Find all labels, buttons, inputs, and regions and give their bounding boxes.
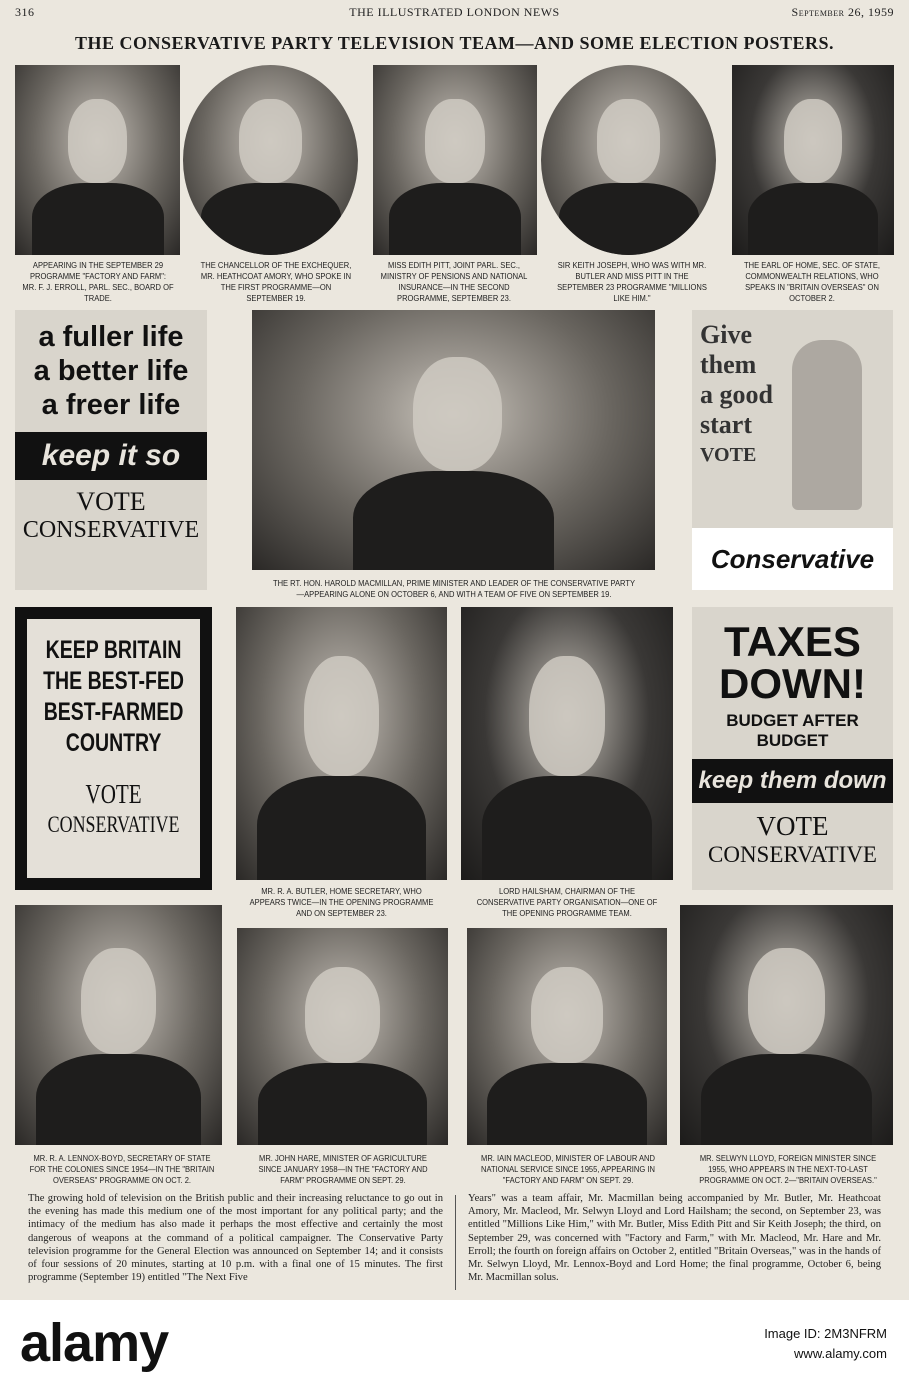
poster-sub: BUDGET AFTER BUDGET	[726, 711, 859, 750]
poster-vote: VOTE	[85, 779, 142, 809]
poster-band: keep them down	[692, 759, 893, 803]
caption-selwyn-lloyd: MR. SELWYN LLOYD, FOREIGN MINISTER SINCE 1955, WHO APPEARS IN THE NEXT-TO-LAST PROGRAMME ON OCT. 2—"BRITAIN OVERSEAS."	[699, 1153, 877, 1185]
photo-keith-joseph	[541, 65, 716, 255]
photo-hailsham	[461, 607, 673, 880]
poster-slogan-3: a freer life	[41, 389, 181, 421]
poster-party: CONSERVATIVE	[708, 842, 877, 867]
watermark-image-id: Image ID: 2M3NFRM	[764, 1326, 887, 1341]
photo-heathcoat-amory	[183, 65, 358, 255]
poster-line-3: BEST-FARMED	[43, 698, 184, 726]
poster-children-illustration	[792, 340, 862, 510]
page-title: THE CONSERVATIVE PARTY TELEVISION TEAM—AND SOME ELECTION POSTERS.	[74, 33, 835, 53]
photo-earl-of-home	[732, 65, 894, 255]
column-divider	[455, 1195, 456, 1290]
page-number: 316	[15, 5, 35, 19]
poster-line-1: KEEP BRITAIN	[45, 636, 182, 664]
article-column-1: The growing hold of television on the British public and their increasing reluctance to go out in the evening has made this medium one of the most important for any political party; and the intimacy of the medium has also made it perhaps the most effective and certainly the most dangerous of weapons at the command of a political campaigner. The Conservative Party television programme for the General Election was announced on September 14; and it consists of four sessions of 20 minutes, starting at 10 p.m. with a final one of 15 minutes. The first programme (September 19) entitled "The Next Five	[28, 1193, 443, 1284]
photo-john-hare	[237, 928, 448, 1145]
photo-erroll	[15, 65, 180, 255]
caption-keith-joseph: SIR KEITH JOSEPH, WHO WAS WITH MR. BUTLER AND MISS PITT IN THE SEPTEMBER 23 PROGRAMME "MILLIONS LIKE HIM."	[557, 260, 707, 303]
poster-taxes-down	[692, 607, 893, 890]
poster-line-4: start	[700, 410, 752, 439]
publication-name: THE ILLUSTRATED LONDON NEWS	[349, 5, 560, 19]
photo-macmillan	[252, 310, 655, 570]
poster-slogan-2: a better life	[33, 355, 189, 387]
poster-line-1: Give	[700, 320, 752, 349]
photo-iain-macleod	[467, 928, 667, 1145]
caption-john-hare: MR. JOHN HARE, MINISTER OF AGRICULTURE SINCE JANUARY 1958—IN THE "FACTORY AND FARM" PROGRAMME ON SEPT. 29.	[258, 1153, 428, 1185]
poster-band: keep it so	[15, 432, 207, 480]
caption-edith-pitt: MISS EDITH PITT, JOINT PARL. SEC., MINISTRY OF PENSIONS AND NATIONAL INSURANCE—IN THE SECOND PROGRAMME, SEPTEMBER 23.	[380, 260, 528, 303]
poster-vote: VOTE	[76, 487, 146, 516]
poster-slogan-1: a fuller life	[38, 321, 184, 353]
poster-fuller-life	[15, 310, 207, 590]
poster-line-4: COUNTRY	[65, 729, 162, 757]
photo-lennox-boyd	[15, 905, 222, 1145]
poster-party: CONSERVATIVE	[22, 517, 200, 543]
watermark-logo: alamy	[20, 1313, 169, 1373]
watermark-site: www.alamy.com	[794, 1346, 887, 1361]
poster-party: CONSERVATIVE	[47, 812, 180, 837]
caption-heathcoat-amory: THE CHANCELLOR OF THE EXCHEQUER, MR. HEATHCOAT AMORY, WHO SPOKE IN THE FIRST PROGRAMME—ON SEPTEMBER 19.	[200, 260, 352, 303]
photo-edith-pitt	[373, 65, 537, 255]
poster-line-3: a good	[700, 380, 773, 409]
article-column-2: Years" was a team affair, Mr. Macmillan being accompanied by Mr. Butler, Mr. Heathcoat Amory, Mr. Macleod, Mr. Selwyn Lloyd and Lord Hailsham; the second, on September 23, was entitled "Millions Like Him," with Mr. Butler, Miss Edith Pitt and Sir Keith Joseph; the third, on September 29, was concerned with "Factory and Farm," with Mr. Macleod, Mr. Hare and Mr. Erroll; the fourth on foreign affairs on October 2, entitled "Britain Overseas," was in the hands of Mr. Selwyn Lloyd, Mr. Lennox-Boyd and Lord Home; the final programme, October 6, being Mr. Macmillan solus.	[468, 1193, 881, 1284]
caption-iain-macleod: MR. IAIN MACLEOD, MINISTER OF LABOUR AND NATIONAL SERVICE SINCE 1955, APPEARING IN "FACTORY AND FARM" ON SEPT. 29.	[481, 1153, 655, 1185]
issue-date: September 26, 1959	[791, 5, 894, 19]
photo-selwyn-lloyd	[680, 905, 893, 1145]
caption-butler: MR. R. A. BUTLER, HOME SECRETARY, WHO APPEARS TWICE—IN THE OPENING PROGRAMME AND ON SEPTEMBER 23.	[249, 886, 434, 918]
poster-good-start	[692, 310, 893, 590]
poster-vote: VOTE	[756, 811, 829, 841]
caption-erroll: APPEARING IN THE SEPTEMBER 29 PROGRAMME "FACTORY AND FARM": MR. F. J. ERROLL, PARL. SEC., BOARD OF TRADE.	[22, 260, 174, 303]
poster-vote: VOTE	[700, 444, 757, 466]
photo-butler	[236, 607, 447, 880]
poster-best-fed	[15, 607, 212, 890]
caption-lennox-boyd: MR. R. A. LENNOX-BOYD, SECRETARY OF STATE FOR THE COLONIES SINCE 1954—IN THE "BRITAIN OVERSEAS" PROGRAMME ON OCT. 2.	[29, 1153, 215, 1185]
caption-earl-of-home: THE EARL OF HOME, SEC. OF STATE, COMMONWEALTH RELATIONS, WHO SPEAKS IN "BRITAIN OVERSEAS" ON OCTOBER 2.	[743, 260, 880, 303]
poster-party: Conservative	[692, 528, 893, 590]
poster-line-2: THE BEST-FED	[43, 667, 184, 695]
poster-headline-2: DOWN!	[719, 660, 866, 707]
caption-macmillan: THE RT. HON. HAROLD MACMILLAN, PRIME MINISTER AND LEADER OF THE CONSERVATIVE PARTY—APPEARING ALONE ON OCTOBER 6, AND WITH A TEAM OF FIVE ON SEPTEMBER 19.	[272, 578, 636, 599]
caption-hailsham: LORD HAILSHAM, CHAIRMAN OF THE CONSERVATIVE PARTY ORGANISATION—ONE OF THE OPENING PROGRAMME TEAM.	[476, 886, 658, 918]
poster-headline-1: TAXES	[724, 618, 861, 665]
poster-line-2: them	[700, 350, 757, 379]
